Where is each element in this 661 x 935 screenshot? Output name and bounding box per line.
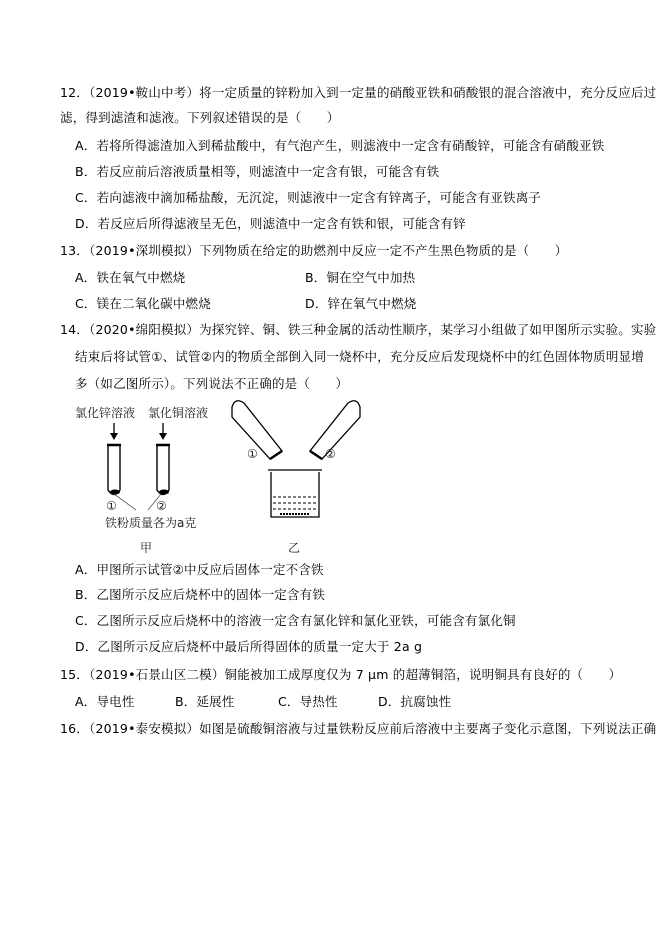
label-zinc-chloride: 氯化锌溶液 [75,406,136,420]
q13-option-b: B．铜在空气中加热 [305,270,416,285]
q12-option-c: C．若向滤液中滴加稀盐酸，无沉淀，则滤液中一定含有锌离子，可能含有亚铁离子 [75,190,542,205]
arrow-1-head [110,433,118,440]
q14-stem-line3: 多（如乙图所示）。下列说法不正确的是（ ） [75,376,349,391]
tube-2-label-yi: ② [325,447,336,461]
caption-yi: 乙 [288,541,301,555]
tube-1-label: ① [106,499,117,513]
label-copper-chloride: 氯化铜溶液 [148,406,209,420]
beaker [268,470,322,517]
tube-1-label-yi: ① [247,447,258,461]
q15-option-d: D．抗腐蚀性 [378,694,452,709]
q14-experiment-figure [70,395,370,560]
iron-powder-2 [159,490,169,495]
q12-option-d: D．若反应后所得滤液呈无色，则滤渣中一定含有铁和银，可能含有锌 [75,216,466,231]
q15-option-b: B．延展性 [175,694,235,709]
q15-option-a: A．导电性 [75,694,135,709]
arrow-2-head [159,433,167,440]
figure-jia [75,405,208,555]
q14-option-b: B．乙图所示反应后烧杯中的固体一定含有铁 [75,587,326,602]
q14-option-c: C．乙图所示反应后烧杯中的溶液一定含有氯化锌和氯化亚铁，可能含有氯化铜 [75,613,516,628]
iron-powder-1 [110,490,120,495]
q12-stem-line2: 滤，得到滤渣和滤液。下列叙述错误的是（ ） [60,110,340,125]
test-tube-1 [108,445,120,495]
q15-option-c: C．导热性 [278,694,338,709]
tube-2-label: ② [156,499,167,513]
q13-stem: 13．（2019•深圳模拟）下列物质在给定的助燃剂中反应一定不产生黑色物质的是（ ） [60,243,568,258]
q12-option-b: B．若反应前后溶液质量相等，则滤渣中一定含有银，可能含有铁 [75,164,440,179]
iron-mass-label: 铁粉质量各为a克 [105,516,197,530]
q12-stem-line1: 12．（2019•鞍山中考）将一定质量的锌粉加入到一定量的硝酸亚铁和硝酸银的混合溶液中，充分反应后过 [60,85,657,100]
q14-option-a: A．甲图所示试管②中反应后固体一定不含铁 [75,562,324,577]
q14-stem-line2: 结束后将试管①、试管②内的物质全部倒入同一烧杯中，充分反应后发现烧杯中的红色固体物质明显增 [75,349,644,364]
q16-stem: 16．（2019•泰安模拟）如图是硫酸铜溶液与过量铁粉反应前后溶液中主要离子变化示意图，下列说法正确 [60,721,657,736]
figure-yi [232,401,360,555]
q14-option-d: D．乙图所示反应后烧杯中最后所得固体的质量一定大于 2a g [75,639,423,654]
q15-stem: 15．（2019•石景山区二模）铜能被加工成厚度仅为 7 μm 的超薄铜箔，说明铜具有良好的（ ） [60,667,622,682]
q14-stem-line1: 14．（2020•绵阳模拟）为探究锌、铜、铁三种金属的活动性顺序，某学习小组做了如甲图所示实验。实验 [60,322,657,337]
q13-option-c: C．镁在二氧化碳中燃烧 [75,296,211,311]
q12-option-a: A．若将所得滤渣加入到稀盐酸中，有气泡产生，则滤液中一定含有硝酸锌，可能含有硝酸亚铁 [75,138,605,153]
test-tube-2 [157,445,169,495]
q13-option-d: D．锌在氧气中燃烧 [305,296,417,311]
q13-option-a: A．铁在氧气中燃烧 [75,270,186,285]
caption-jia: 甲 [140,541,153,555]
